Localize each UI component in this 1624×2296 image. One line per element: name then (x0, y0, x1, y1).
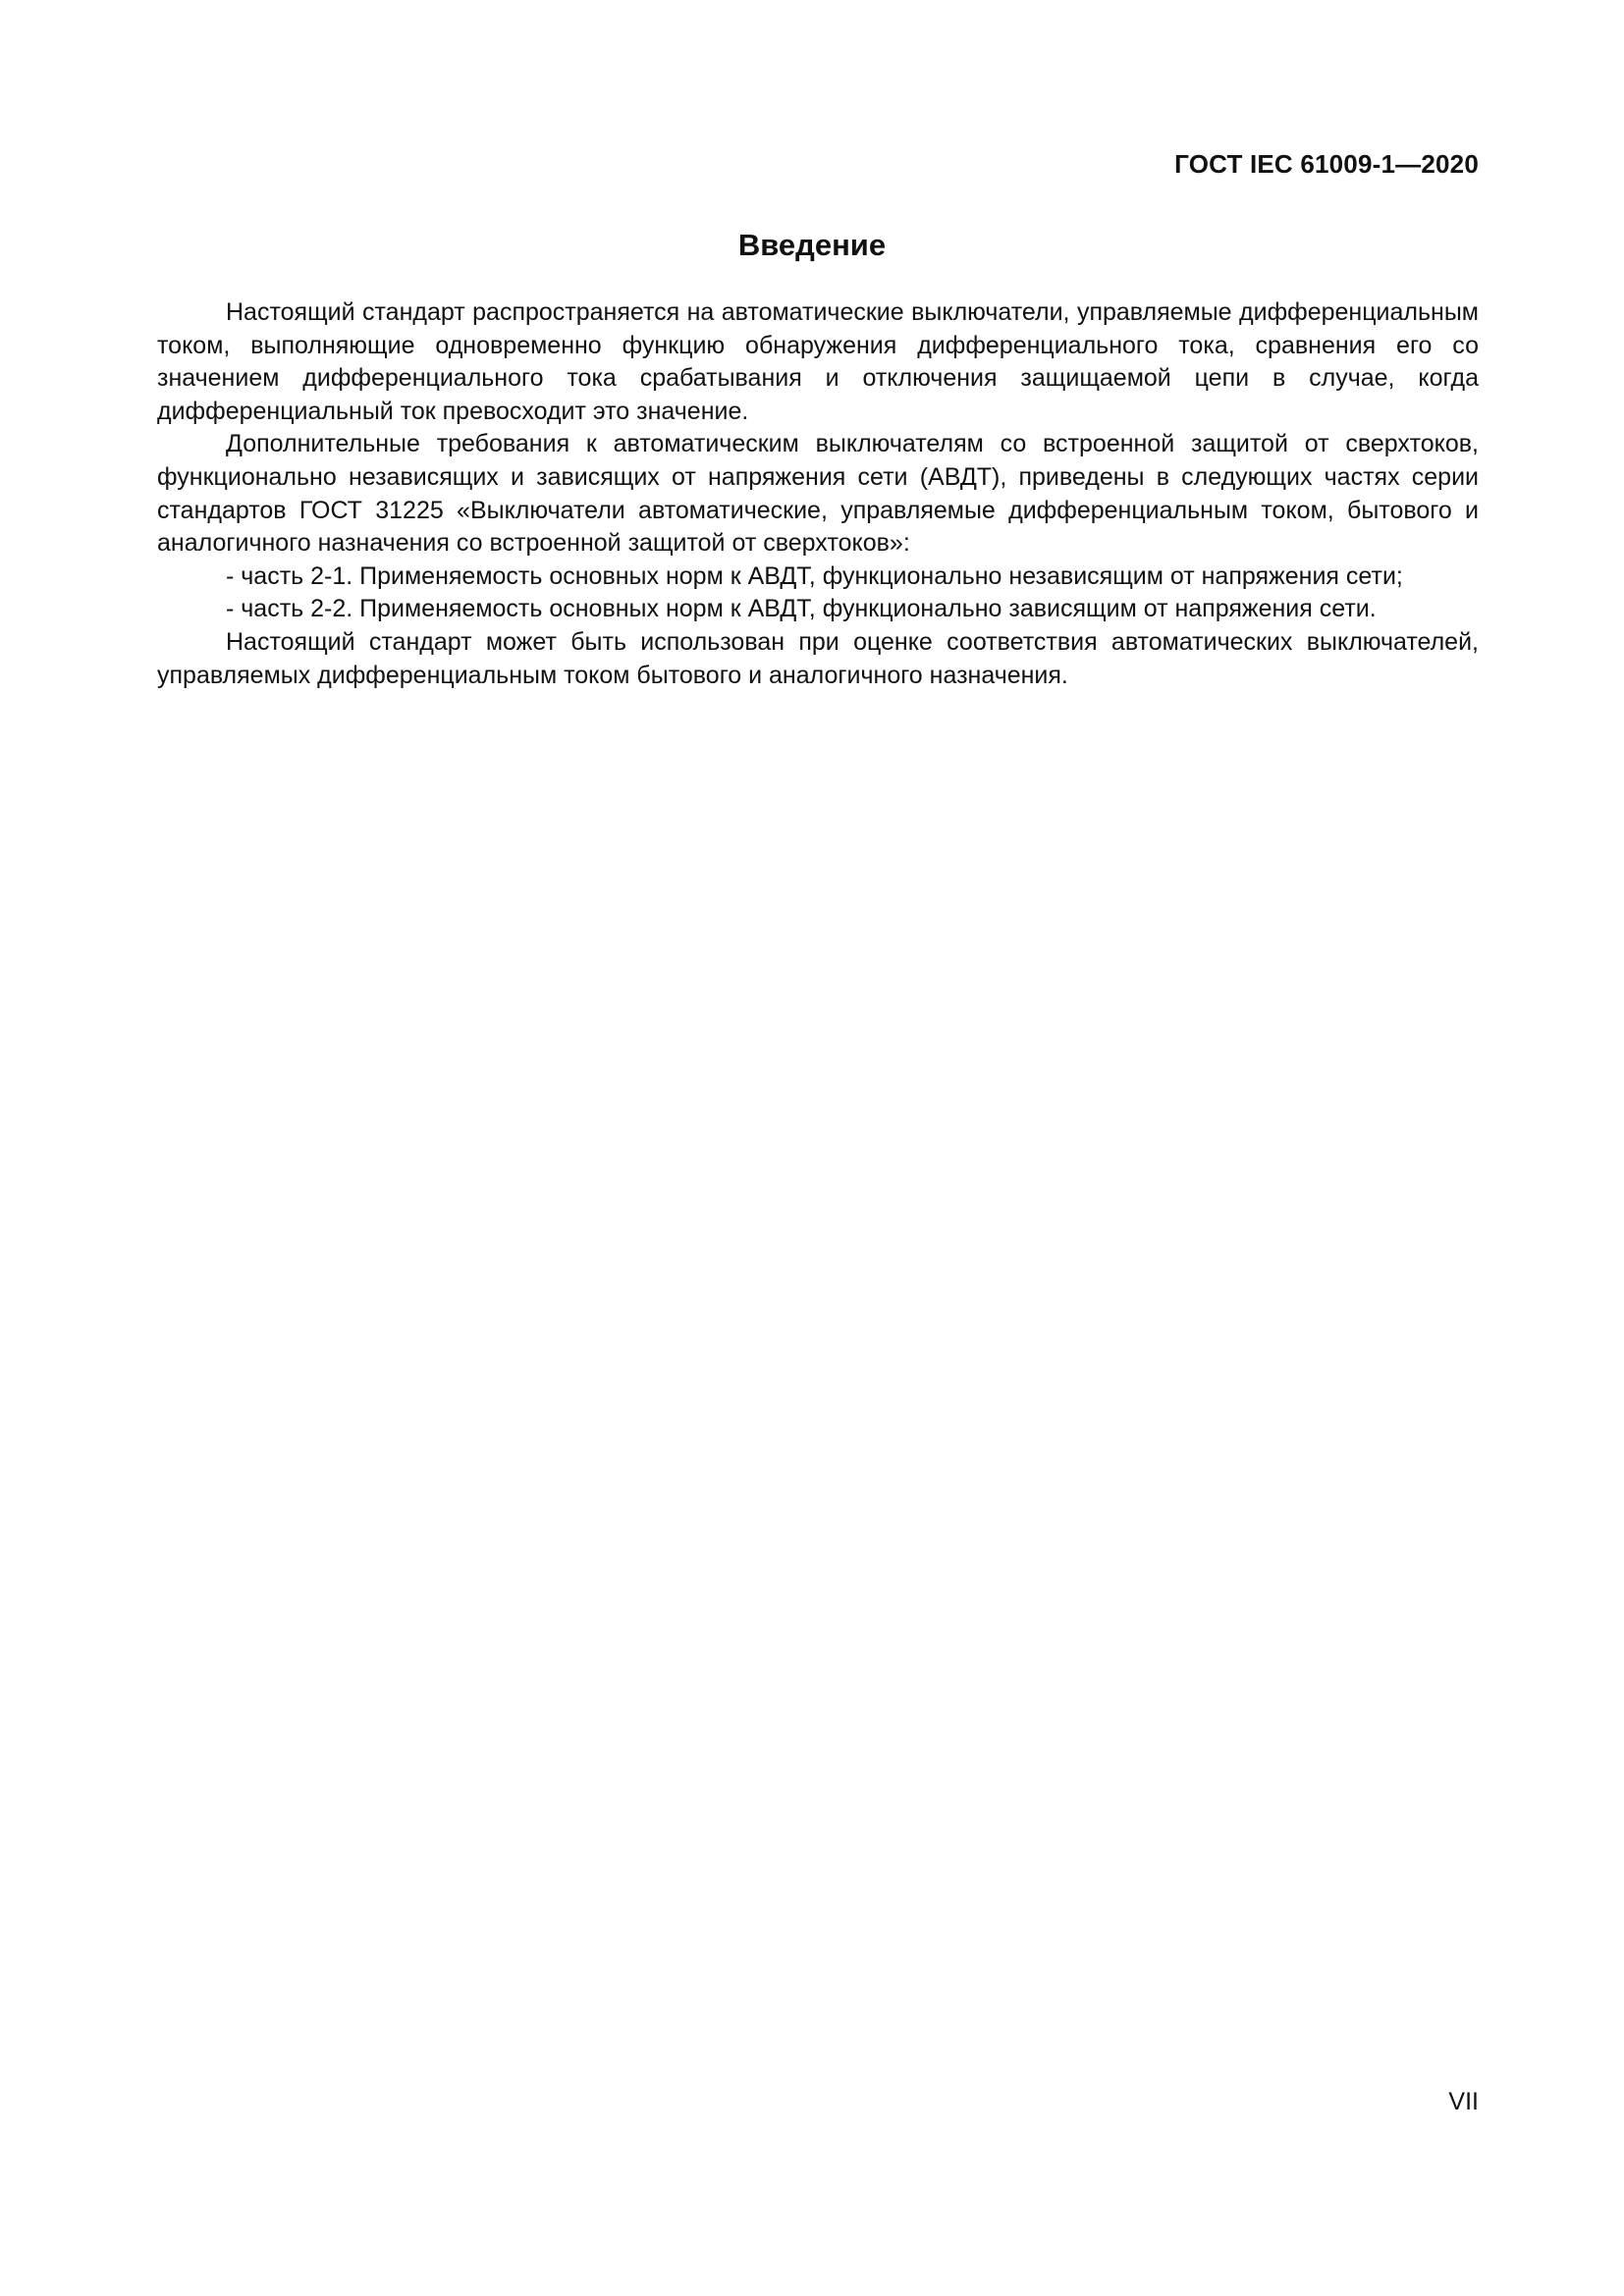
page-number: VII (1448, 2088, 1479, 2115)
paragraph-scope: Настоящий стандарт распространяется на автоматические выключатели, управляемые дифференциальным током, выполняющие одновременно функцию обнаружения дифференциального тока, сравнения его со значением дифференциального тока срабатывания и отключения защищаемой цепи в случае, когда дифференциальный ток превосходит это значение. (157, 298, 1479, 425)
section-title: Введение (737, 228, 887, 262)
list-item-part-2-2: - часть 2-2. Применяемость основных норм к АВДТ, функционально зависящим от напряжения сети. (226, 595, 1377, 623)
introduction-body (157, 296, 1479, 692)
paragraph-conformity-assessment: Настоящий стандарт может быть использован при оценке соответствия автоматических выключателей, управляемых дифференциальным током бытового и аналогичного назначения. (157, 627, 1479, 689)
document-code: ГОСТ IEC 61009-1—2020 (1174, 149, 1479, 179)
list-item-part-2-1: - часть 2-1. Применяемость основных норм к АВДТ, функционально независящим от напряжения сети; (226, 561, 1403, 590)
paragraph-additional-requirements: Дополнительные требования к автоматическим выключателям со встроенной защитой от сверхтоков, функционально независящих и зависящих от напряжения сети (АВДТ), приведены в следующих частях серии стандартов ГОСТ 31225 «Выключатели автоматические, управляемые дифференциальным током, бытового и аналогичного назначения со встроенной защитой от сверхтоков»: (157, 430, 1479, 558)
